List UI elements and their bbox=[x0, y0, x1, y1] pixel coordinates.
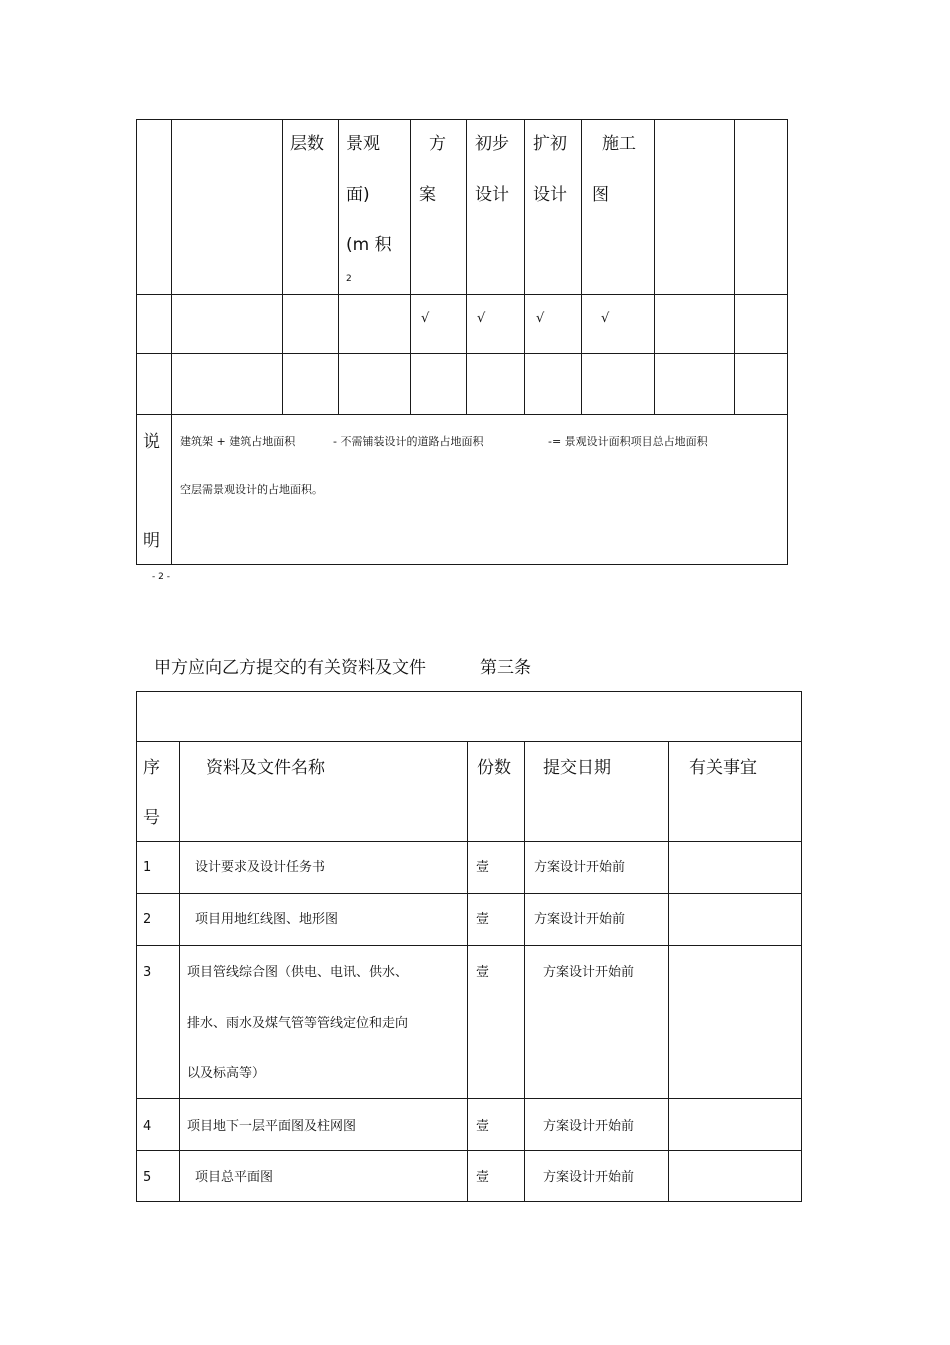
row-2-name: 项目用地红线图、地形图 bbox=[195, 912, 339, 927]
row-2-copies: 壹 bbox=[476, 912, 490, 927]
header-landscape-area-1: 景观 bbox=[346, 134, 380, 154]
note-text-1b: - 不需铺装设计的道路占地面积 bbox=[333, 435, 484, 448]
note-label-2: 明 bbox=[143, 531, 160, 551]
row-5-no: 5 bbox=[143, 1170, 152, 1185]
header-scheme-2: 案 bbox=[419, 185, 436, 205]
section-article: 第三条 bbox=[480, 658, 531, 678]
header-extended-1: 扩初 bbox=[533, 134, 567, 154]
row-1-copies: 壹 bbox=[476, 860, 490, 875]
header-date: 提交日期 bbox=[543, 758, 611, 778]
row-3-name-line-3: 以及标高等） bbox=[187, 1066, 266, 1081]
header-construction-1: 施工 bbox=[602, 134, 636, 154]
check-preliminary: √ bbox=[477, 311, 486, 326]
header-landscape-area-sup: 2 bbox=[346, 274, 352, 284]
note-label-1: 说 bbox=[143, 432, 160, 452]
row-3-name-line-1: 项目管线综合图（供电、电讯、供水、 bbox=[187, 965, 409, 980]
row-5-date: 方案设计开始前 bbox=[543, 1170, 635, 1185]
check-construction: √ bbox=[601, 311, 610, 326]
row-3-name-line-2: 排水、雨水及煤气管等管线定位和走向 bbox=[187, 1016, 409, 1031]
row-4-name: 项目地下一层平面图及柱网图 bbox=[187, 1119, 357, 1134]
note-text-1c: -= 景观设计面积项目总占地面积 bbox=[548, 435, 708, 448]
header-construction-2: 图 bbox=[592, 185, 609, 205]
header-landscape-area-3: (m 积 bbox=[346, 235, 392, 255]
row-1-date: 方案设计开始前 bbox=[534, 860, 626, 875]
header-preliminary-2: 设计 bbox=[475, 185, 509, 205]
header-copies: 份数 bbox=[477, 758, 511, 778]
header-scheme-1: 方 bbox=[429, 134, 446, 154]
note-text-1a: 建筑架 + 建筑占地面积 bbox=[180, 435, 296, 448]
row-4-date: 方案设计开始前 bbox=[543, 1119, 635, 1134]
row-3-copies: 壹 bbox=[476, 965, 490, 980]
check-scheme: √ bbox=[421, 311, 430, 326]
header-extended-2: 设计 bbox=[533, 185, 567, 205]
header-seq-2: 号 bbox=[143, 808, 160, 828]
row-1-no: 1 bbox=[143, 860, 152, 875]
row-4-no: 4 bbox=[143, 1119, 152, 1134]
header-seq-1: 序 bbox=[143, 758, 160, 778]
check-extended: √ bbox=[536, 311, 545, 326]
row-5-copies: 壹 bbox=[476, 1170, 490, 1185]
row-3-date: 方案设计开始前 bbox=[543, 965, 635, 980]
note-text-2: 空层需景观设计的占地面积。 bbox=[180, 483, 323, 496]
page-number: - 2 - bbox=[152, 572, 170, 582]
header-matters: 有关事宜 bbox=[689, 758, 757, 778]
header-landscape-area-2: 面) bbox=[346, 185, 370, 205]
row-2-no: 2 bbox=[143, 912, 152, 927]
row-4-copies: 壹 bbox=[476, 1119, 490, 1134]
row-1-name: 设计要求及设计任务书 bbox=[195, 860, 326, 875]
row-5-name: 项目总平面图 bbox=[195, 1170, 274, 1185]
section-title: 甲方应向乙方提交的有关资料及文件 bbox=[154, 658, 426, 678]
header-name: 资料及文件名称 bbox=[206, 758, 325, 778]
header-layers: 层数 bbox=[290, 134, 324, 154]
row-3-no: 3 bbox=[143, 965, 152, 980]
row-2-date: 方案设计开始前 bbox=[534, 912, 626, 927]
header-preliminary-1: 初步 bbox=[475, 134, 509, 154]
